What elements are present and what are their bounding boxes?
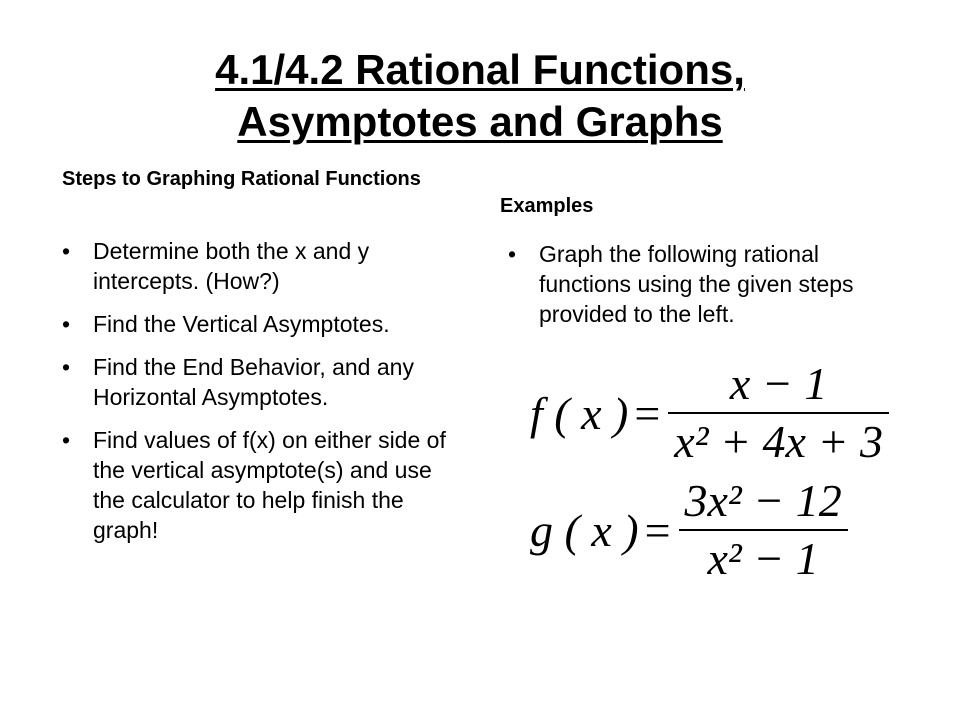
step-text: Determine both the x and y intercepts. (How?) (93, 238, 370, 294)
bullet-icon: • (62, 427, 71, 453)
numerator: 3x² − 12 (684, 475, 842, 526)
equation-lhs: g ( x ) (530, 504, 639, 556)
equation-lhs: f ( x ) (530, 387, 629, 439)
fraction (679, 477, 848, 583)
bullet-icon: • (62, 311, 71, 337)
denominator: x² − 1 (707, 533, 819, 584)
denominator: x² + 4x + 3 (674, 416, 884, 467)
equation-g (530, 477, 848, 583)
bullet-icon: • (62, 238, 71, 264)
list-item (62, 309, 457, 339)
steps-list (62, 236, 457, 558)
equation-f (530, 360, 889, 466)
numerator: x − 1 (729, 358, 828, 409)
step-text: Find values of f(x) on either side of the vertical asymptote(s) and use the calculator to help finish the graph! (93, 427, 446, 543)
list-item (62, 236, 457, 296)
title-line-2: Asymptotes and Graphs (237, 98, 723, 145)
fraction (668, 360, 889, 466)
steps-heading: Steps to Graphing Rational Functions (62, 168, 421, 190)
example-instruction: Graph the following rational functions using the given steps provided to the left. (539, 241, 854, 327)
equals-sign: = (644, 504, 671, 556)
title-line-1: 4.1/4.2 Rational Functions, (215, 46, 745, 93)
list-item (62, 352, 457, 412)
examples-list (508, 239, 908, 342)
slide-title (0, 44, 960, 148)
examples-heading: Examples (500, 195, 594, 217)
bullet-icon: • (508, 241, 517, 267)
step-text: Find the Vertical Asymptotes. (93, 311, 390, 337)
list-item (508, 239, 908, 329)
bullet-icon: • (62, 354, 71, 380)
equals-sign: = (634, 387, 661, 439)
list-item (62, 425, 457, 545)
step-text: Find the End Behavior, and any Horizontal Asymptotes. (93, 354, 414, 410)
